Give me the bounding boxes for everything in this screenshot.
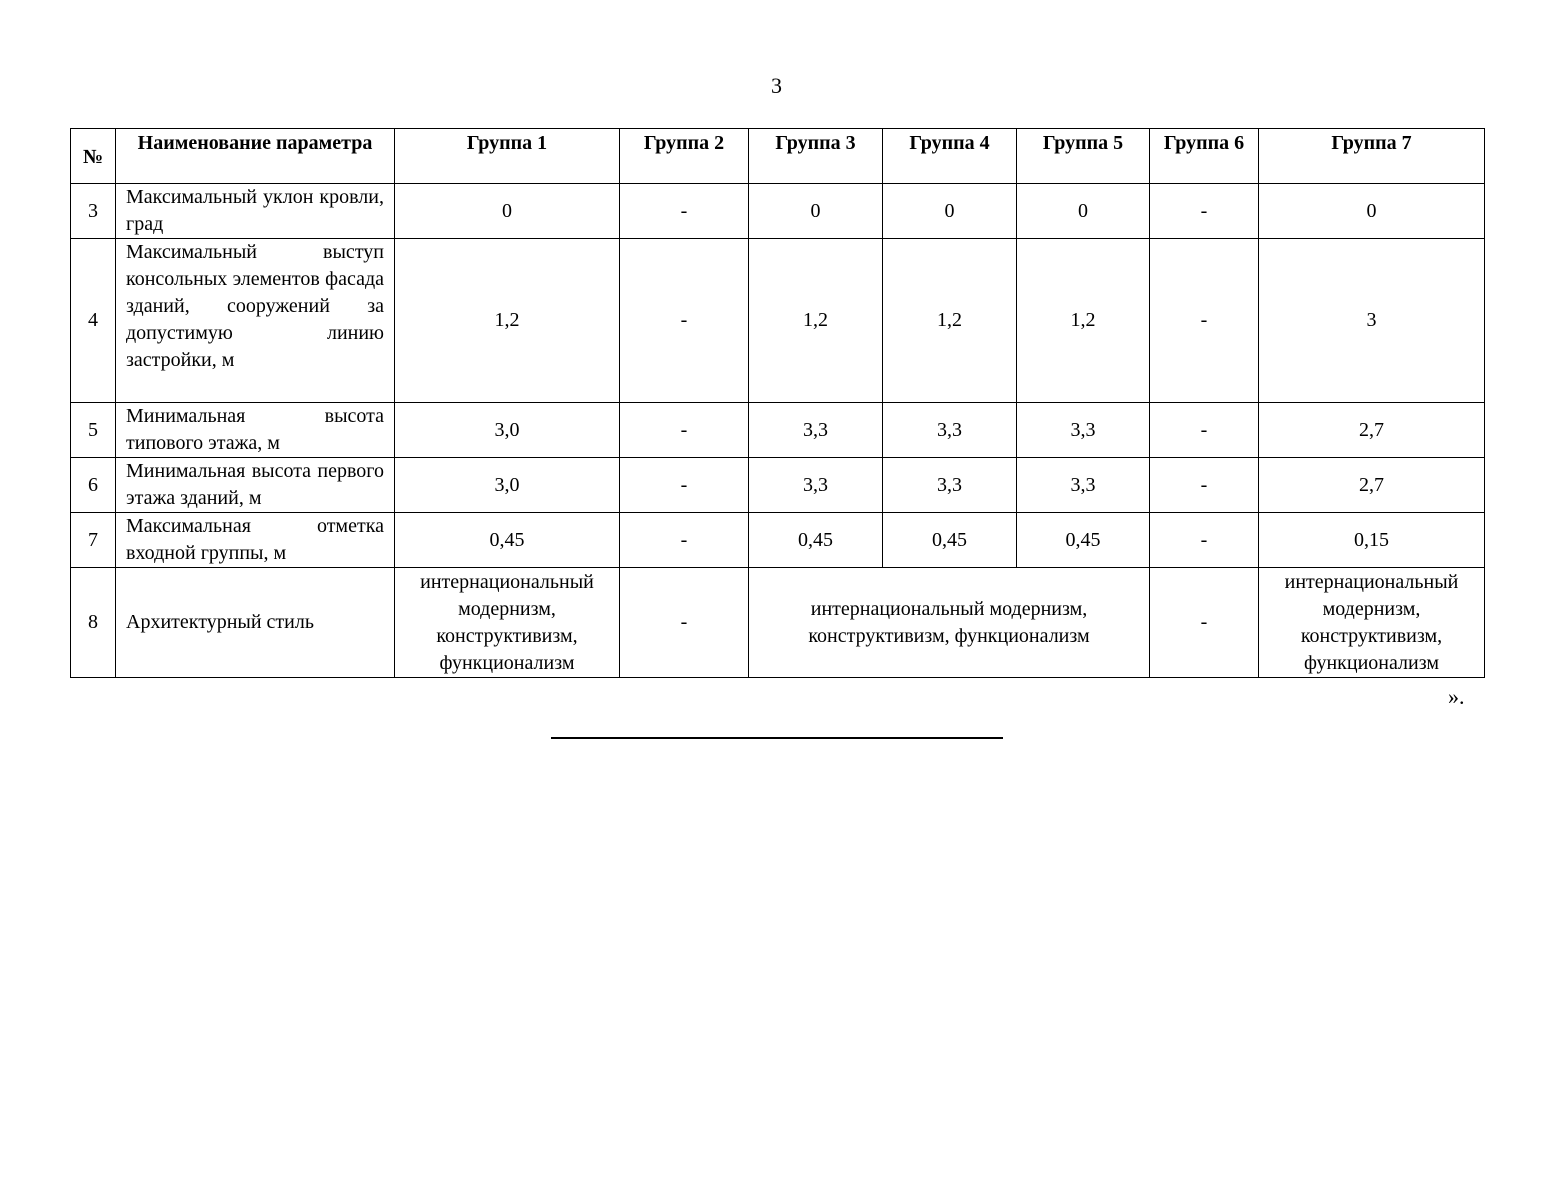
cell-group-6: - <box>1150 403 1259 458</box>
table-row <box>71 458 1485 513</box>
cell-group-2: - <box>620 513 749 568</box>
cell-group-7: интернациональный модернизм, конструктивизм, функционализм <box>1259 568 1485 678</box>
header-group-5: Группа 5 <box>1017 129 1150 184</box>
cell-group-7: 3 <box>1259 239 1485 403</box>
cell-group-3: 0 <box>749 184 883 239</box>
cell-group-5: 0,45 <box>1017 513 1150 568</box>
cell-group-6: - <box>1150 458 1259 513</box>
parameter-name: Архитектурный стиль <box>116 568 395 678</box>
cell-group-4: 0 <box>883 184 1017 239</box>
cell-group-7: 2,7 <box>1259 458 1485 513</box>
header-number: № <box>71 129 116 184</box>
cell-group-6: - <box>1150 513 1259 568</box>
row-number: 4 <box>71 239 116 403</box>
end-separator-line <box>551 737 1003 739</box>
row-number: 7 <box>71 513 116 568</box>
cell-group-1: 1,2 <box>395 239 620 403</box>
cell-group-4: 3,3 <box>883 403 1017 458</box>
cell-group-1: 3,0 <box>395 403 620 458</box>
page-number: 3 <box>771 73 782 98</box>
header-group-2: Группа 2 <box>620 129 749 184</box>
cell-group-4: 3,3 <box>883 458 1017 513</box>
table-row <box>71 568 1485 678</box>
parameter-name: Максимальная отметка входной группы, м <box>116 513 395 568</box>
header-group-6: Группа 6 <box>1150 129 1259 184</box>
cell-group-6: - <box>1150 184 1259 239</box>
table-row <box>71 239 1485 403</box>
cell-group-3: 3,3 <box>749 403 883 458</box>
header-group-3: Группа 3 <box>749 129 883 184</box>
closing-quote-mark: ». <box>1448 684 1465 709</box>
header-group-1: Группа 1 <box>395 129 620 184</box>
cell-group-1: интернациональный модернизм, конструктивизм, функционализм <box>395 568 620 678</box>
row-number: 8 <box>71 568 116 678</box>
cell-group-5: 3,3 <box>1017 403 1150 458</box>
row-number: 6 <box>71 458 116 513</box>
parameters-table <box>70 128 1485 678</box>
table-row <box>71 513 1485 568</box>
cell-groups-3-5: интернациональный модернизм, конструктивизм, функционализм <box>749 568 1150 678</box>
cell-group-5: 1,2 <box>1017 239 1150 403</box>
cell-group-1: 0 <box>395 184 620 239</box>
cell-group-6: - <box>1150 568 1259 678</box>
cell-group-2: - <box>620 458 749 513</box>
cell-group-7: 0,15 <box>1259 513 1485 568</box>
parameter-name: Минимальная высота типового этажа, м <box>116 403 395 458</box>
row-number: 3 <box>71 184 116 239</box>
row-number: 5 <box>71 403 116 458</box>
parameter-name: Минимальная высота первого этажа зданий, м <box>116 458 395 513</box>
cell-group-7: 2,7 <box>1259 403 1485 458</box>
cell-group-1: 3,0 <box>395 458 620 513</box>
cell-group-5: 3,3 <box>1017 458 1150 513</box>
cell-group-1: 0,45 <box>395 513 620 568</box>
header-group-7: Группа 7 <box>1259 129 1485 184</box>
cell-group-4: 1,2 <box>883 239 1017 403</box>
cell-group-5: 0 <box>1017 184 1150 239</box>
table-row <box>71 184 1485 239</box>
table-row <box>71 403 1485 458</box>
header-group-4: Группа 4 <box>883 129 1017 184</box>
parameter-name: Максимальный уклон кровли, град <box>116 184 395 239</box>
cell-group-7: 0 <box>1259 184 1485 239</box>
table-header-row <box>71 129 1485 184</box>
cell-group-3: 0,45 <box>749 513 883 568</box>
parameter-name: Максимальный выступ консольных элементов фасада зданий, сооружений за допустимую линию застройки, м <box>116 239 395 403</box>
header-parameter-name: Наименование параметра <box>116 129 395 184</box>
cell-group-2: - <box>620 568 749 678</box>
cell-group-3: 3,3 <box>749 458 883 513</box>
cell-group-2: - <box>620 403 749 458</box>
cell-group-6: - <box>1150 239 1259 403</box>
cell-group-2: - <box>620 239 749 403</box>
cell-group-2: - <box>620 184 749 239</box>
cell-group-3: 1,2 <box>749 239 883 403</box>
cell-group-4: 0,45 <box>883 513 1017 568</box>
